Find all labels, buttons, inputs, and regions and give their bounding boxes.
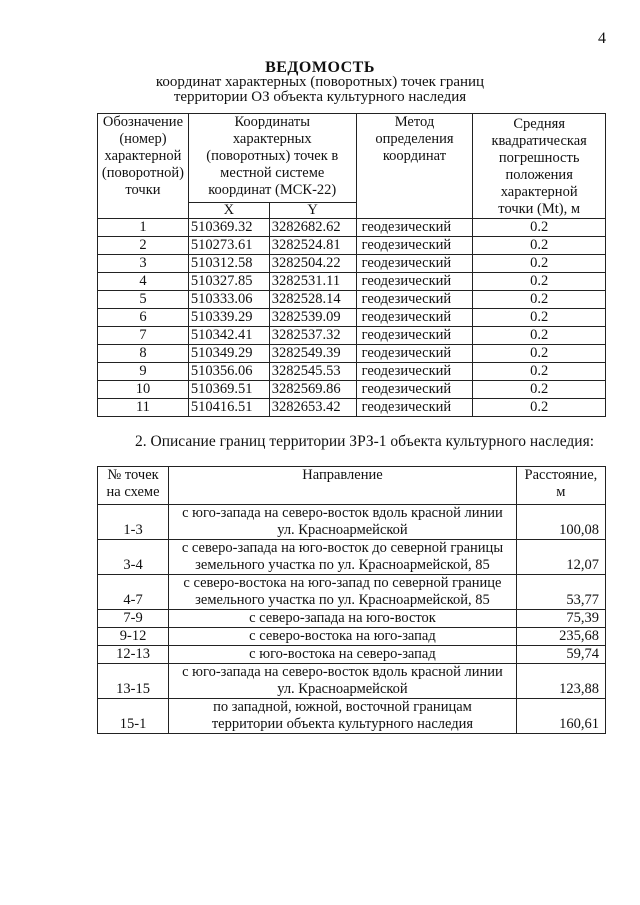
text-line: Обозначение [102, 114, 184, 130]
table-row [98, 255, 606, 273]
method-cell: геодезический [356, 363, 473, 381]
segment-points-cell: 13-15 [98, 664, 169, 699]
borders-table [97, 466, 606, 734]
x-coordinate-cell: 510349.29 [188, 345, 269, 363]
borders-table-body [98, 505, 606, 734]
segment-distance-cell: 12,07 [516, 540, 605, 575]
segment-direction-cell [169, 505, 517, 540]
header-direction: Направление [169, 467, 517, 505]
method-cell: геодезический [356, 327, 473, 345]
point-number-cell: 9 [98, 363, 189, 381]
error-cell: 0.2 [473, 399, 606, 417]
segment-distance-cell: 160,61 [516, 699, 605, 734]
segment-distance-cell: 123,88 [516, 664, 605, 699]
text-line: Расстояние, [524, 467, 598, 483]
method-cell: геодезический [356, 381, 473, 399]
text-line: точки [125, 182, 161, 198]
text-line: местной системе [220, 165, 325, 181]
table-row [98, 575, 606, 610]
segment-direction-cell [169, 646, 517, 664]
text-line: ул. Красноармейской [277, 681, 408, 697]
y-coordinate-cell: 3282504.22 [269, 255, 356, 273]
segment-distance-cell: 100,08 [516, 505, 605, 540]
header-method [356, 114, 473, 219]
text-line: м [556, 484, 566, 500]
x-coordinate-cell: 510339.29 [188, 309, 269, 327]
x-coordinate-cell: 510333.06 [188, 291, 269, 309]
point-number-cell: 6 [98, 309, 189, 327]
x-coordinate-cell: 510356.06 [188, 363, 269, 381]
text-line: с северо-запада на юго-восток до северной границы [181, 540, 504, 556]
document-title [0, 60, 640, 105]
segment-distance-cell: 75,39 [516, 610, 605, 628]
text-line: координат [382, 148, 447, 164]
table-row [98, 646, 606, 664]
method-cell: геодезический [356, 399, 473, 417]
error-cell: 0.2 [473, 363, 606, 381]
point-number-cell: 4 [98, 273, 189, 291]
y-coordinate-cell: 3282545.53 [269, 363, 356, 381]
segment-points-cell: 9-12 [98, 628, 169, 646]
text-line: определения [375, 131, 454, 147]
point-number-cell: 10 [98, 381, 189, 399]
segment-direction-cell [169, 540, 517, 575]
text-line: характерной [104, 148, 182, 164]
x-coordinate-cell: 510369.51 [188, 381, 269, 399]
x-coordinate-cell: 510342.41 [188, 327, 269, 345]
segment-points-cell: 3-4 [98, 540, 169, 575]
text-line: по западной, южной, восточной границам [213, 699, 472, 715]
method-cell: геодезический [356, 273, 473, 291]
text-line: земельного участка по ул. Красноармейской, 85 [195, 557, 490, 573]
error-cell: 0.2 [473, 237, 606, 255]
header-designation [98, 114, 189, 219]
text-line: с юго-запада на северо-восток вдоль красной линии [182, 505, 503, 521]
method-cell: геодезический [356, 219, 473, 237]
point-number-cell: 2 [98, 237, 189, 255]
coordinates-table-body [98, 219, 606, 417]
y-coordinate-cell: 3282569.86 [269, 381, 356, 399]
point-number-cell: 8 [98, 345, 189, 363]
error-cell: 0.2 [473, 219, 606, 237]
point-number-cell: 1 [98, 219, 189, 237]
text-line: положения [505, 167, 573, 183]
text-line: координат (МСК-22) [208, 182, 337, 198]
table-row [98, 628, 606, 646]
table-row [98, 610, 606, 628]
segment-direction-cell [169, 699, 517, 734]
segment-distance-cell: 235,68 [516, 628, 605, 646]
segment-direction-cell [169, 610, 517, 628]
y-coordinate-cell: 3282537.32 [269, 327, 356, 345]
header-distance [516, 467, 605, 505]
text-line: ул. Красноармейской [277, 522, 408, 538]
point-number-cell: 7 [98, 327, 189, 345]
table-row [98, 699, 606, 734]
text-line: с северо-запада на юго-восток [249, 610, 436, 626]
page-number: 4 [598, 30, 606, 47]
table-row [98, 505, 606, 540]
header-points [98, 467, 169, 505]
text-line: Средняя [513, 116, 565, 132]
segment-distance-cell: 53,77 [516, 575, 605, 610]
x-coordinate-cell: 510327.85 [188, 273, 269, 291]
title-line-2: координат характерных (поворотных) точек границ [155, 74, 485, 90]
segment-direction-cell [169, 628, 517, 646]
y-coordinate-cell: 3282524.81 [269, 237, 356, 255]
method-cell: геодезический [356, 291, 473, 309]
table-row [98, 219, 606, 237]
point-number-cell: 3 [98, 255, 189, 273]
text-line: характерной [500, 184, 578, 200]
text-line: с юго-запада на северо-восток вдоль красной линии [182, 664, 503, 680]
table-row [98, 273, 606, 291]
text-line: погрешность [498, 150, 580, 166]
text-line: территории объекта культурного наследия [211, 716, 474, 732]
error-cell: 0.2 [473, 291, 606, 309]
text-line: квадратическая [491, 133, 587, 149]
y-coordinate-cell: 3282528.14 [269, 291, 356, 309]
error-cell: 0.2 [473, 273, 606, 291]
coordinates-table [97, 113, 606, 417]
header-error [473, 114, 606, 219]
text-line: № точек [107, 467, 159, 483]
title-line-1: ВЕДОМОСТЬ [265, 59, 375, 76]
segment-points-cell: 12-13 [98, 646, 169, 664]
error-cell: 0.2 [473, 345, 606, 363]
segment-direction-cell [169, 575, 517, 610]
error-cell: 0.2 [473, 255, 606, 273]
text-line: с северо-востока на юго-запад [249, 628, 436, 644]
method-cell: геодезический [356, 255, 473, 273]
text-line: характерных [232, 131, 312, 147]
text-line: на схеме [106, 484, 160, 500]
table-row [98, 399, 606, 417]
y-coordinate-cell: 3282682.62 [269, 219, 356, 237]
table-row [98, 381, 606, 399]
table-row [98, 664, 606, 699]
section-2-heading: 2. Описание границ территории ЗРЗ-1 объекта культурного наследия: [135, 433, 595, 450]
point-number-cell: 11 [98, 399, 189, 417]
error-cell: 0.2 [473, 381, 606, 399]
segment-points-cell: 7-9 [98, 610, 169, 628]
table-row [98, 327, 606, 345]
segment-points-cell: 15-1 [98, 699, 169, 734]
text-line: с юго-востока на северо-запад [249, 646, 436, 662]
y-coordinate-cell: 3282653.42 [269, 399, 356, 417]
header-coordinates [188, 114, 356, 203]
title-line-3: территории ОЗ объекта культурного наследия [173, 89, 467, 105]
table-row [98, 291, 606, 309]
y-coordinate-cell: 3282531.11 [269, 273, 356, 291]
point-number-cell: 5 [98, 291, 189, 309]
x-coordinate-cell: 510416.51 [188, 399, 269, 417]
text-line: точки (Mt), м [498, 201, 581, 217]
text-line: с северо-востока на юго-запад по северной границе [183, 575, 502, 591]
x-coordinate-cell: 510273.61 [188, 237, 269, 255]
y-coordinate-cell: 3282549.39 [269, 345, 356, 363]
x-coordinate-cell: 510312.58 [188, 255, 269, 273]
text-line: (поворотных) точек в [206, 148, 339, 164]
error-cell: 0.2 [473, 327, 606, 345]
table-row [98, 237, 606, 255]
method-cell: геодезический [356, 237, 473, 255]
method-cell: геодезический [356, 309, 473, 327]
table-row [98, 309, 606, 327]
header-x: X [188, 203, 269, 219]
table-row [98, 363, 606, 381]
segment-direction-cell [169, 664, 517, 699]
table-row [98, 345, 606, 363]
text-line: (номер) [119, 131, 167, 147]
y-coordinate-cell: 3282539.09 [269, 309, 356, 327]
text-line: земельного участка по ул. Красноармейской, 85 [195, 592, 490, 608]
method-cell: геодезический [356, 345, 473, 363]
table-row [98, 540, 606, 575]
error-cell: 0.2 [473, 309, 606, 327]
text-line: Метод [394, 114, 435, 130]
segment-points-cell: 4-7 [98, 575, 169, 610]
segment-points-cell: 1-3 [98, 505, 169, 540]
segment-distance-cell: 59,74 [516, 646, 605, 664]
text-line: (поворотной) [101, 165, 184, 181]
text-line: Координаты [234, 114, 311, 130]
header-y: Y [269, 203, 356, 219]
x-coordinate-cell: 510369.32 [188, 219, 269, 237]
